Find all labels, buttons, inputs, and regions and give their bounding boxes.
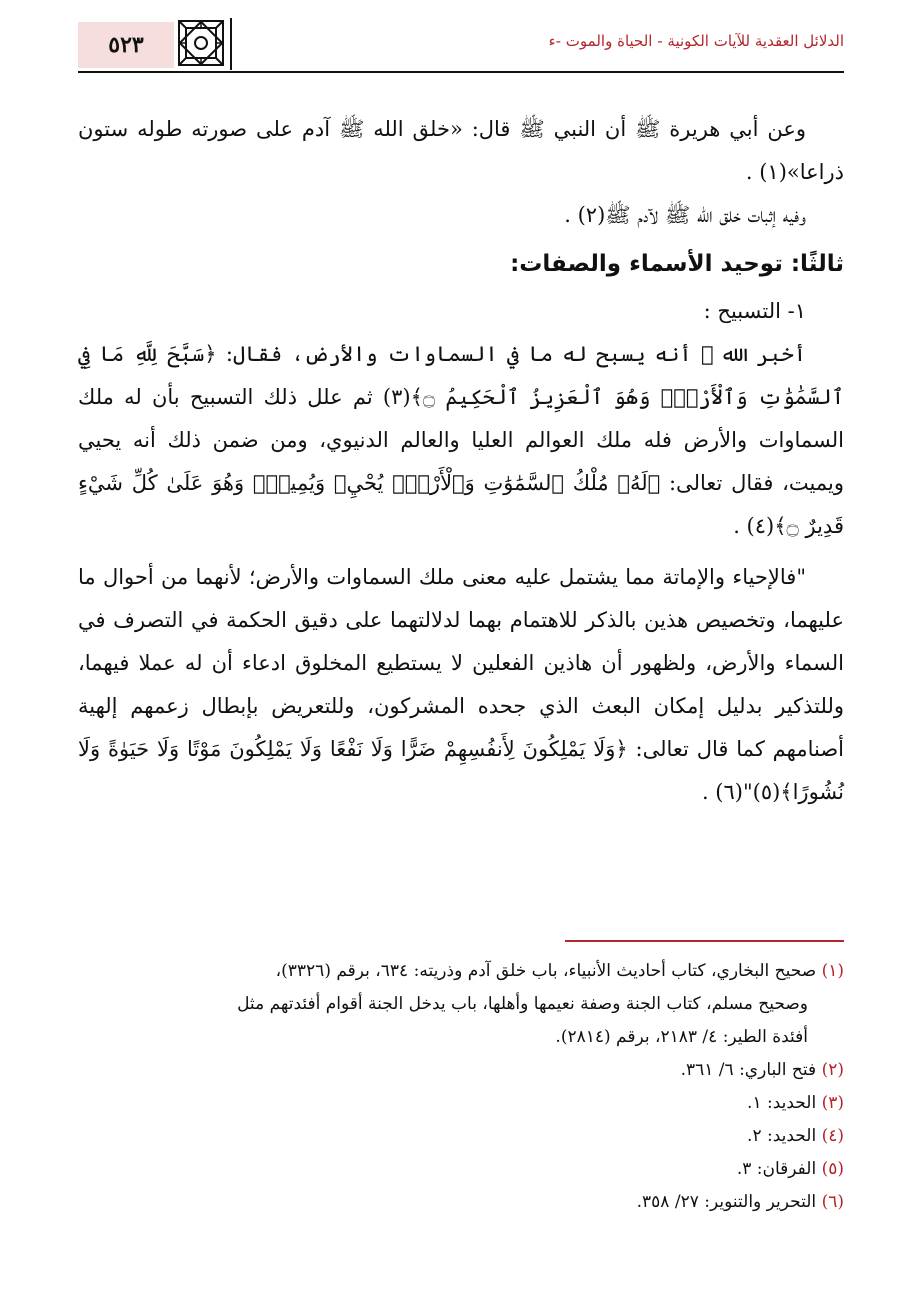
footnote-text: صحيح البخاري، كتاب أحاديث الأنبياء، باب خلق آدم وذريته: ٦٣٤، برقم (٣٣٢٦)، (275, 961, 817, 981)
footnotes (78, 955, 844, 1219)
paragraph: أخبر الله ﷺ أنه يسبح له ما في السماوات والأرض، فقال: ﴿سَبَّحَ لِلَّهِ مَا فِي ٱلسَّمَٰوَٰتِ وَٱلْأَرْضِۖ وَهُوَ ٱلْعَزِيزُ ٱلْحَكِيمُ ۝﴾(٣) ثم علل ذلك التسبيح بأن له ملك السماوات والأرض فله ملك العوالم العليا والعالم الدنيوي، ومن ضمن ذلك أنه يحيي ويميت، فقال تعالى: ﴿لَهُۥ مُلْكُ ٱلسَّمَٰوَٰتِ وَٱلْأَرْضِۖ يُحْيِۦ وَيُمِيتُۖ وَهُوَ عَلَىٰ كُلِّ شَيْءٍ قَدِيرٌ ۝﴾(٤) . (78, 342, 844, 538)
footnote-text: التحرير والتنوير: ٢٧/ ٣٥٨. (636, 1192, 817, 1212)
main-text (78, 108, 844, 814)
footnote-number: (٥) (821, 1159, 844, 1179)
footnote-divider (565, 940, 844, 942)
footnote (78, 1120, 844, 1153)
paragraph: "فالإحياء والإماتة مما يشتمل عليه معنى ملك السماوات والأرض؛ لأنهما من أحوال ما عليهما، وتخصيص هذين بالذكر للاهتمام بهما لدلالتهما على دقيق الحكمة في التصرف في السماء والأرض، ولظهور أن هاذين الفعلين لا يستطيع المخلوق ادعاء أن له عملا فيهما، وللتذكير بدليل إمكان البعث الذي جحده المشركون، وللتعريض بإبطال زعمهم إلهية أصنامهم كما قال تعالى: ﴿وَلَا يَمْلِكُونَ لِأَنفُسِهِمْ ضَرًّا وَلَا نَفْعًا وَلَا يَمْلِكُونَ مَوْتًا وَلَا حَيَوٰةً وَلَا نُشُورًا﴾(٥)"(٦) . (78, 565, 844, 804)
footnote-text: فتح الباري: ٦/ ٣٦١. (680, 1060, 817, 1080)
star-ornament-icon (178, 20, 224, 66)
footnote (78, 955, 844, 988)
page-number: ٥٢٣ (78, 22, 174, 68)
paragraph: وفيه إثبات خلق الله ﷺ لآدم ﷺ(٢) . (564, 203, 806, 227)
footnote (78, 1153, 844, 1186)
section-heading: ثالثًا: توحيد الأسماء والصفات: (510, 251, 844, 277)
footnote-number: (٤) (821, 1126, 844, 1146)
footnote-text: الحديد: ١. (747, 1093, 817, 1113)
footnote (78, 1087, 844, 1120)
header-separator (230, 18, 232, 70)
footnote-text: الحديد: ٢. (747, 1126, 817, 1146)
footnote-number: (١) (821, 961, 844, 981)
page-header (78, 18, 844, 70)
footnote-number: (٦) (821, 1192, 844, 1212)
footnote (78, 1186, 844, 1219)
footnote-continuation: أفئدة الطير: ٤/ ٢١٨٣، برقم (٢٨١٤). (555, 1027, 808, 1047)
footnote-text: الفرقان: ٣. (736, 1159, 817, 1179)
paragraph-gap (78, 548, 844, 556)
paragraph: وعن أبي هريرة ﷺ أن النبي ﷺ قال: «خلق الله ﷺ آدم على صورته طوله ستون ذراعا»(١) . (78, 117, 844, 184)
header-title: الدلائل العقدية للآيات الكونية - الحياة والموت -ء (548, 32, 844, 50)
footnote-continuation: وصحيح مسلم، كتاب الجنة وصفة نعيمها وأهلها، باب يدخل الجنة أقوام أفئدتهم مثل (237, 994, 808, 1014)
footnote-number: (٣) (821, 1093, 844, 1113)
paragraph: ١- التسبيح : (703, 299, 806, 323)
footnote-number: (٢) (821, 1060, 844, 1080)
footnote (78, 1054, 844, 1087)
header-rule (78, 71, 844, 73)
